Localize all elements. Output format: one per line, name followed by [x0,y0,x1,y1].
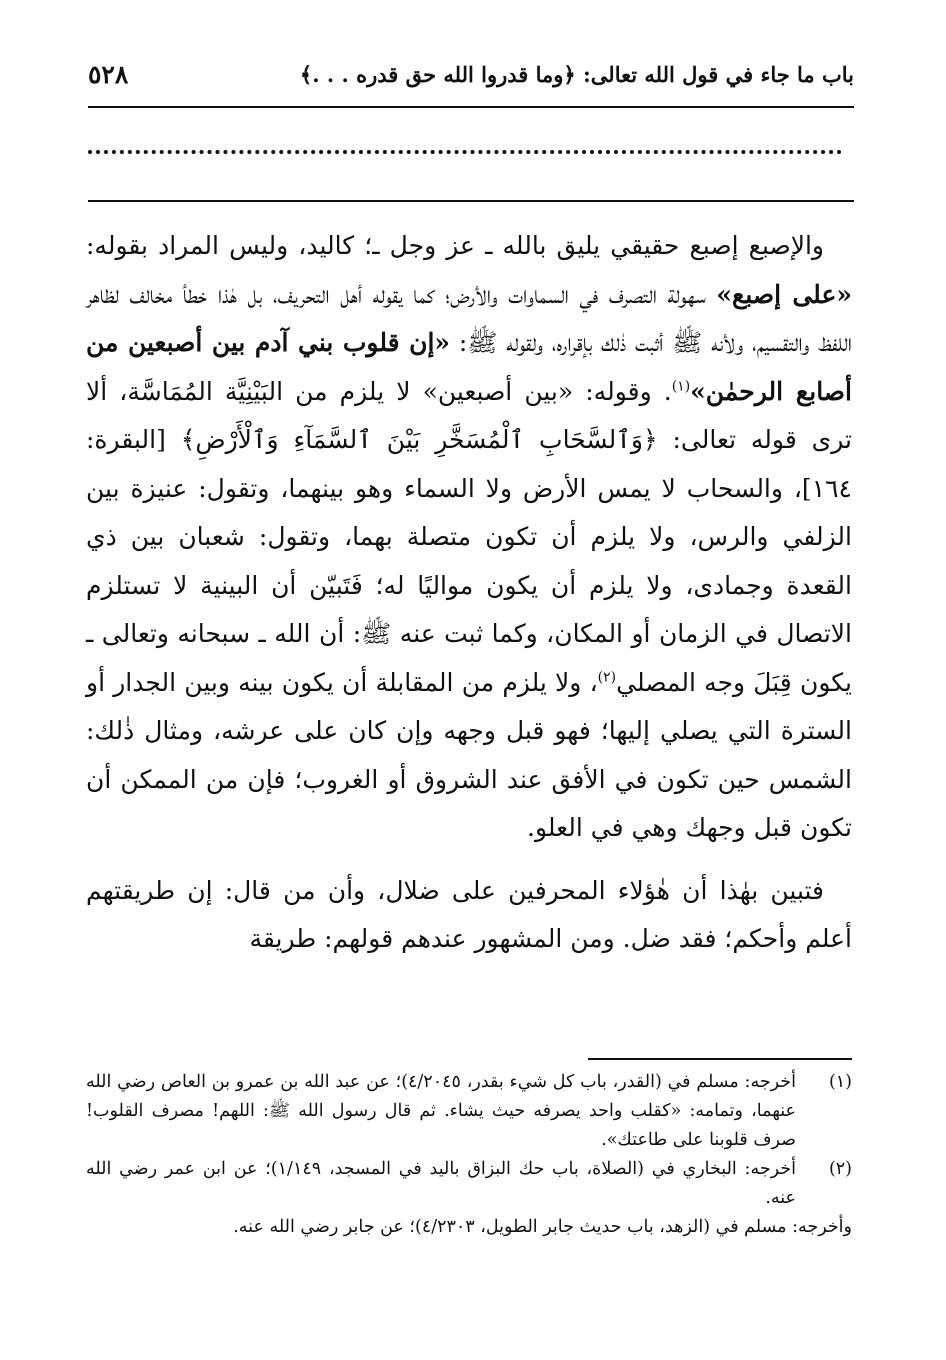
footnote-number: (٢) [828,1159,852,1179]
header-rule [88,106,854,108]
hadith-quote: «إن قلوب بني آدم بين أصبعين من أصابع الرحمٰن» [86,328,852,406]
paragraph-1-part-1: والإصبع إصبع حقيقي يليق بالله ـ عز وجل ـ؛ كاليد، وليس المراد بقوله: [86,231,824,260]
footnote-text: أخرجه: مسلم في (القدر، باب كل شيء بقدر، ٤/٢٠٤٥)؛ عن عبد الله بن عمرو بن العاص رضي الله عنهما، وتمامه: «كقلب واحد يصرفه حيث يشاء. ثم قال رسول الله ﷺ: اللهم! مصرف القلوب! صرف قلوبنا على طاعتك». [86,1072,796,1150]
body-text [86,222,852,964]
footnote-1 [86,1068,852,1155]
footnote-ref-1: (١) [671,378,691,395]
footnote-text: أخرجه: البخاري في (الصلاة، باب حك البزاق باليد في المسجد، ١/١٤٩)؛ عن ابن عمر رضي الله عنه. [86,1159,796,1208]
running-head: باب ما جاء في قول الله تعالى: ﴿وما قدروا الله حق قدره . . .﴾ [299,61,854,87]
paragraph-1-part-3: . وقوله: «بين أصبعين» لا يلزم من البَيْنِيَّة المُمَاسَّة، ألا ترى قوله تعالى: ﴿وَٱلسَّحَابِ ٱلْمُسَخَّرِ بَيْنَ ٱلسَّمَآءِ وَٱلْأَرْضِ﴾ [البقرة: ١٦٤]، والسحاب لا يمس الأرض ولا السماء وهو بينهما، وتقول: عنيزة بين الزلفي والرس، ولا يلزم أن تكون متصلة بهما، وتقول: شعبان بين ذي القعدة وجمادى، ولا يلزم أن يكون مواليًا له؛ فَتَبيّن أن البينية لا تستلزم الاتصال في الزمان أو المكان، وكما ثبت عنه ﷺ: أن الله ـ سبحانه وتعالى ـ يكون قِبَلَ وجه المصلي [86,376,852,697]
section-rule [88,200,854,202]
quote-ala-isba: «على إصبع» [716,279,852,309]
page-header [88,52,854,96]
dotted-separator [88,150,842,164]
paragraph-1-part-4: ، ولا يلزم من المقابلة أن يكون بينه وبين الجدار أو السترة التي يصلي إليها؛ فهو قبل وجهه وإن كان على عرشه، ومثال ذٰلك: الشمس حين تكون في الأفق عند الشروق أو الغروب؛ فإن من الممكن أن تكون قبل وجهك وهي في العلو. [86,667,852,842]
footnotes [86,1068,852,1242]
footnote-2 [86,1155,852,1213]
paragraph-1-part-2: سهولة التصرف في السماوات والأرض؛ كما يقوله أهل التحريف، بل هٰذا خطأ مخالف لظاهر اللفظ والتقسيم، ولأنه ﷺ أثبت ذٰلك بإقراره، ولقوله ﷺ: [86,279,852,357]
paragraph-2: فتبين بهٰذا أن هٰؤلاء المحرفين على ضلال، وأن من قال: إن طريقتهم أعلم وأحكم؛ فقد ضل. ومن المشهور عندهم قولهم: طريقة [86,875,852,953]
paragraph-1 [86,222,852,853]
page-number: ٥٢٨ [88,59,129,89]
footnote-2-continuation: وأخرجه: مسلم في (الزهد، باب حديث جابر الطويل، ٤/٢٣٠٣)؛ عن جابر رضي الله عنه. [233,1217,852,1237]
footnote-number: (١) [828,1072,852,1092]
footnote-rule [588,1058,852,1060]
footnote-ref-2: (٢) [597,669,617,686]
